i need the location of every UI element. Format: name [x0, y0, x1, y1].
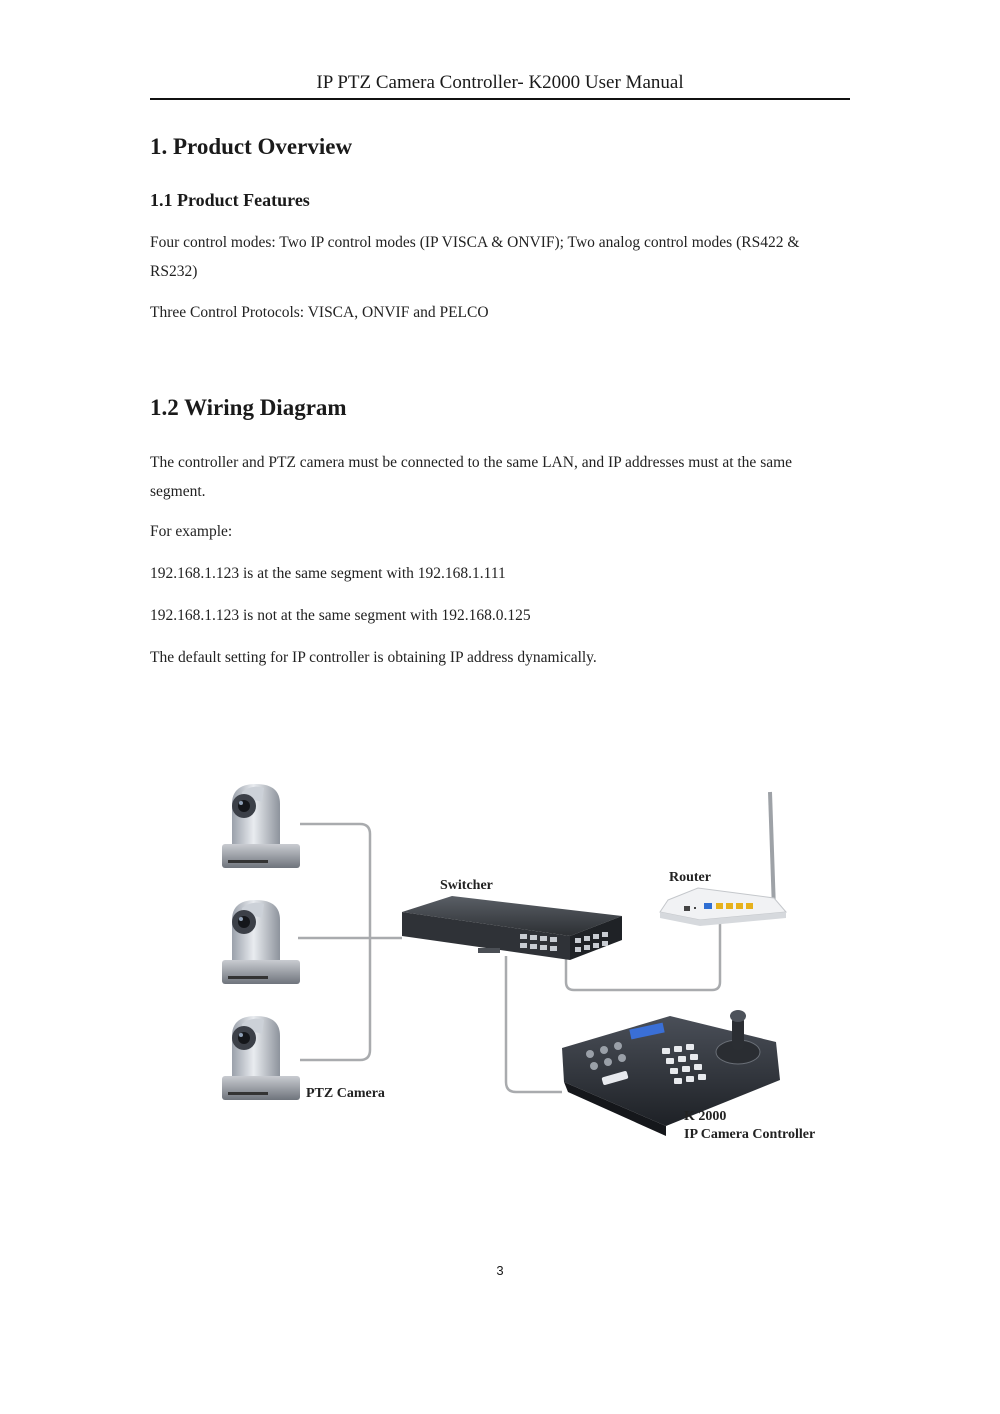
ptz-camera-1: [222, 784, 300, 868]
wiring-paragraph-default-setting: The default setting for IP controller is obtaining IP address dynamically.: [150, 649, 597, 666]
features-paragraph-protocols: Three Control Protocols: VISCA, ONVIF and PELCO: [150, 304, 489, 321]
network-switch: [402, 896, 622, 960]
features-paragraph-control-modes: Four control modes: Two IP control modes (IP VISCA & ONVIF); Two analog control modes (RS422 & RS232): [150, 234, 800, 280]
wiring-paragraph-for-example: For example:: [150, 523, 233, 540]
wiring-paragraph-not-same-segment: 192.168.1.123 is not at the same segment with 192.168.0.125: [150, 607, 531, 624]
router-label: Router: [669, 870, 711, 885]
router: [660, 792, 786, 926]
controller-label: IP Camera Controller: [684, 1127, 816, 1142]
switcher-label: Switcher: [440, 878, 493, 893]
page-number: 3: [496, 1263, 504, 1278]
wiring-paragraph-lan: The controller and PTZ camera must be connected to the same LAN, and IP addresses must at the same segment.: [150, 454, 793, 500]
ptz-camera-3: [222, 1016, 300, 1100]
header-title: IP PTZ Camera Controller- K2000 User Manual: [316, 72, 684, 93]
section-title-product-features: 1.1 Product Features: [150, 190, 310, 210]
section-title-product-overview: 1. Product Overview: [150, 134, 353, 159]
wiring-paragraph-same-segment: 192.168.1.123 is at the same segment with 192.168.1.111: [150, 565, 506, 582]
section-title-wiring-diagram: 1.2 Wiring Diagram: [150, 395, 347, 420]
page-header: [150, 70, 850, 100]
wiring-diagram: [190, 770, 850, 1160]
controller-model-label: K 2000: [684, 1109, 727, 1124]
ip-camera-controller: [562, 1010, 780, 1136]
ptz-camera-2: [222, 900, 300, 984]
ptz-camera-label: PTZ Camera: [306, 1086, 385, 1101]
